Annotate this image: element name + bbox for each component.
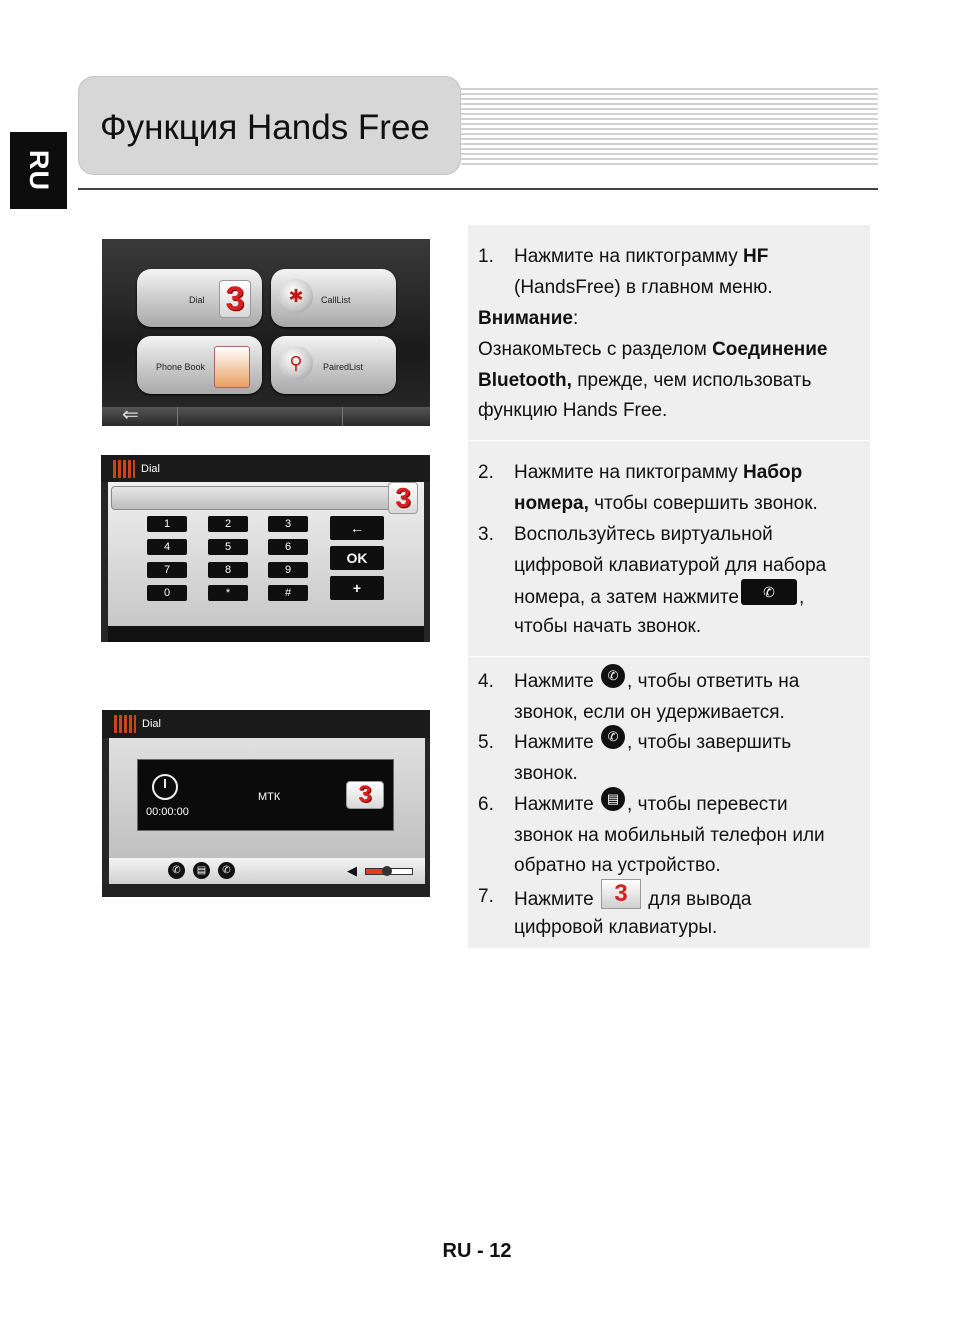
speaker-icon: ◀ — [347, 863, 357, 878]
call-footer — [102, 884, 430, 897]
step-text — [514, 793, 788, 817]
key-2: 2 — [208, 516, 248, 532]
hang-up-icon: ✆ — [601, 725, 625, 749]
ok-key: OK — [330, 546, 384, 570]
key-9: 9 — [268, 562, 308, 578]
transfer-icon: ▤ — [193, 862, 210, 879]
text-run-bold: Соединение — [712, 339, 828, 360]
step-text — [514, 731, 791, 755]
tile-paired-list-label: PairedList — [323, 362, 364, 372]
text-run: номера, а затем нажмите — [514, 587, 739, 609]
bar-divider — [342, 407, 343, 426]
text-run: , чтобы ответить на — [627, 671, 800, 693]
answer-icon: ✆ — [168, 862, 185, 879]
text-run: Нажмите — [514, 671, 594, 693]
key-0: 0 — [147, 585, 187, 601]
answer-icon: ✆ — [601, 664, 625, 688]
step-text — [514, 245, 768, 269]
key-hash: # — [268, 585, 308, 601]
key-3: 3 — [268, 516, 308, 532]
step-text: Воспользуйтесь виртуальной — [514, 524, 773, 545]
tile-paired-list — [271, 336, 396, 394]
volume-slider — [365, 868, 413, 875]
step-text: цифровой клавиатурой для набора — [514, 555, 827, 576]
text-run: , — [799, 587, 805, 609]
step-number: 1. — [478, 246, 494, 267]
step-text: звонок, если он удерживается. — [514, 702, 785, 723]
text-run-bold: Bluetooth, — [478, 370, 572, 391]
dial-header-title: Dial — [141, 463, 160, 475]
instruction-block-1 — [468, 225, 870, 440]
note-heading — [478, 307, 578, 331]
tile-call-list-label: CallList — [321, 295, 351, 305]
call-timer: 00:00:00 — [146, 806, 189, 818]
step-text — [514, 461, 802, 485]
tile-phone-book-label: Phone Book — [156, 362, 206, 372]
instruction-block-3 — [468, 657, 870, 948]
call-header — [102, 710, 430, 738]
text-run: Нажмите на пиктограмму — [514, 246, 744, 267]
page-number: RU - 12 — [442, 1240, 512, 1262]
text-run-bold: Внимание — [478, 308, 573, 329]
note-text: функцию Hands Free. — [478, 400, 668, 421]
step-number: 2. — [478, 462, 494, 483]
text-run: Нажмите — [514, 794, 594, 816]
tile-call-list — [271, 269, 396, 327]
language-code: RU — [24, 150, 54, 191]
section-title-box — [78, 76, 461, 175]
step-text: обратно на устройство. — [514, 855, 721, 876]
page-title: Функция Hands Free — [100, 108, 430, 147]
bar-divider — [177, 407, 178, 426]
key-8: 8 — [208, 562, 248, 578]
back-arrow-icon: ⇐ — [122, 404, 139, 426]
text-run: , чтобы завершить — [627, 732, 792, 754]
key-5: 5 — [208, 539, 248, 555]
step-number: 4. — [478, 671, 494, 692]
text-run-bold: HF — [743, 246, 769, 267]
caller-name: МТК — [258, 791, 281, 803]
step-text: звонок. — [514, 763, 578, 784]
keypad-three-icon: 3 — [601, 879, 641, 909]
call-info-box — [137, 759, 394, 831]
step-text — [514, 585, 804, 611]
text-run-bold: Набор — [743, 462, 803, 483]
transfer-icon: ▤ — [601, 787, 625, 811]
step-number: 6. — [478, 794, 494, 815]
text-run: чтобы совершить звонок. — [588, 493, 818, 514]
call-panel — [109, 738, 425, 868]
keypad-panel — [108, 482, 424, 626]
number-display — [111, 486, 391, 510]
volume-knob — [382, 866, 392, 876]
header-stripes — [461, 88, 878, 166]
text-run: Нажмите — [514, 889, 594, 911]
step-text — [514, 670, 799, 694]
dial-three-icon: 3 — [219, 280, 251, 318]
key-star: * — [208, 585, 248, 601]
text-run: Нажмите — [514, 732, 594, 754]
step-number: 5. — [478, 732, 494, 753]
step-text: чтобы начать звонок. — [514, 616, 702, 637]
keypad-three-icon: 3 — [346, 781, 384, 809]
bottom-bar — [102, 407, 430, 426]
hang-up-icon: ✆ — [218, 862, 235, 879]
brand-logo-icon — [114, 715, 136, 733]
plus-key: + — [330, 576, 384, 600]
text-run: , чтобы перевести — [627, 794, 788, 816]
screenshot-hf-menu — [102, 239, 430, 426]
text-run: для вывода — [643, 889, 752, 911]
brand-logo-icon — [113, 460, 135, 478]
step-text: цифровой клавиатуры. — [514, 917, 718, 938]
key-4: 4 — [147, 539, 187, 555]
step-text — [514, 492, 818, 516]
step-number: 3. — [478, 524, 494, 545]
screenshot-dial-keypad — [101, 455, 430, 642]
header-divider — [78, 188, 878, 190]
step-text: (HandsFree) в главном меню. — [514, 277, 773, 298]
tile-dial-label: Dial — [189, 295, 205, 305]
step-number: 7. — [478, 886, 494, 907]
bluetooth-icon: ✱ — [279, 279, 313, 313]
language-tab — [10, 132, 67, 209]
screenshot-active-call — [102, 710, 430, 897]
call-header-title: Dial — [142, 718, 161, 730]
key-1: 1 — [147, 516, 187, 532]
magnifier-icon: ⚲ — [279, 346, 313, 380]
note-text — [478, 369, 811, 393]
instruction-block-2 — [468, 441, 870, 656]
step-text — [514, 880, 752, 915]
text-run: прежде, чем использовать — [571, 370, 812, 391]
clock-icon — [152, 774, 178, 800]
call-button-icon: ✆ — [741, 579, 797, 605]
note-text — [478, 338, 827, 362]
dial-header — [101, 455, 430, 482]
step-text: звонок на мобильный телефон или — [514, 825, 825, 846]
call-control-bar — [109, 858, 425, 884]
tile-dial — [137, 269, 262, 327]
text-run: Ознакомьтесь с разделом — [478, 339, 713, 360]
text-run: Нажмите на пиктограмму — [514, 462, 744, 483]
backspace-key: ← — [330, 516, 384, 540]
tile-phone-book — [137, 336, 262, 394]
key-7: 7 — [147, 562, 187, 578]
dial-three-icon: 3 — [388, 482, 418, 514]
text-run: : — [572, 308, 579, 329]
key-6: 6 — [268, 539, 308, 555]
text-run-bold: номера, — [514, 493, 589, 514]
keypad-bottom-bar — [108, 626, 424, 642]
phone-book-icon — [214, 346, 250, 388]
